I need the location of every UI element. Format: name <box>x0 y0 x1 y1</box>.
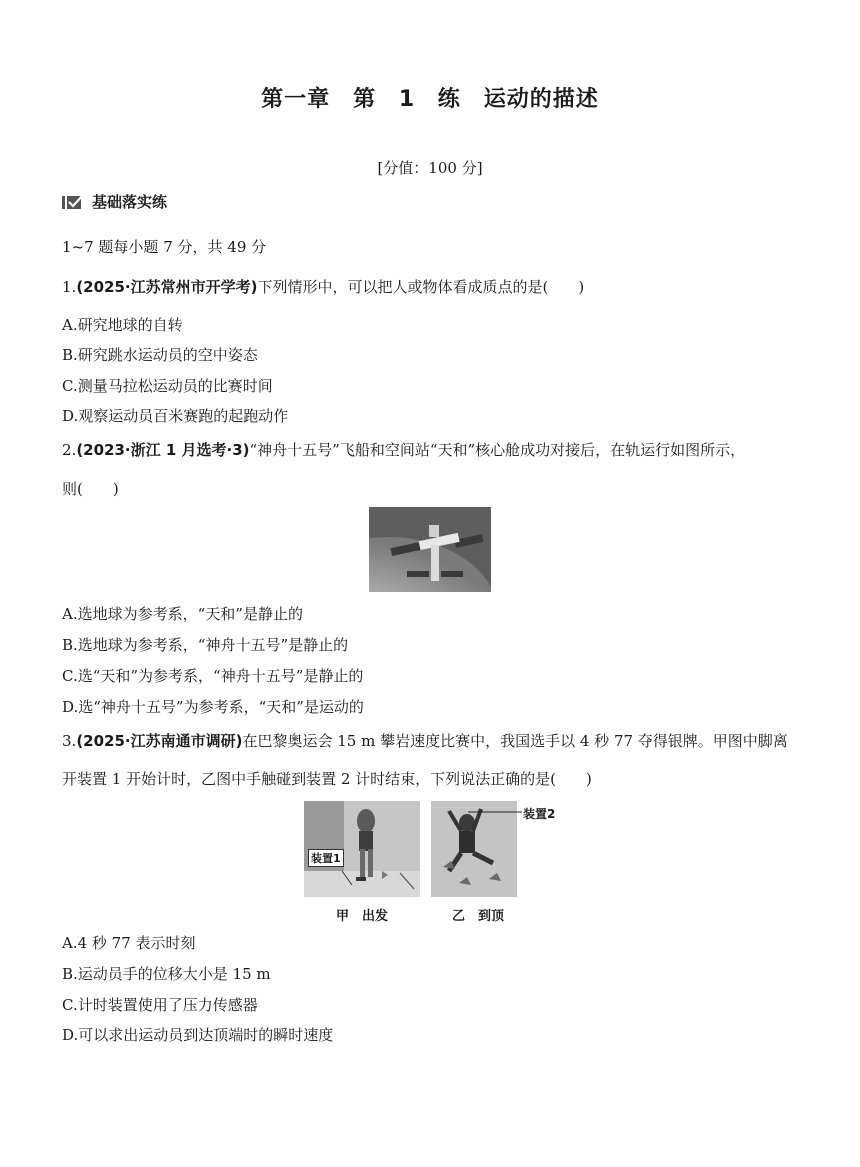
q1-text: 下列情形中，可以把人或物体看成质点的是( ) <box>257 278 585 296</box>
q1-stem <box>62 276 584 297</box>
q1-option-c: C.测量马拉松运动员的比赛时间 <box>62 377 273 395</box>
q2-option-a: A.选地球为参考系，“天和”是静止的 <box>62 605 303 623</box>
score-value: [分值：100 分] <box>377 159 483 177</box>
device2-pointer <box>466 806 522 818</box>
section-header <box>62 191 167 212</box>
q1-source: (2025·江苏常州市开学考) <box>76 278 258 296</box>
q3-option-a: A.4 秒 77 表示时刻 <box>62 934 196 952</box>
q1-number: 1. <box>62 278 77 296</box>
q1-option-d: D.观察运动员百米赛跑的起跑动作 <box>62 407 289 425</box>
q3-text: 在巴黎奥运会 15 m 攀岩速度比赛中，我国选手以 4 秒 77 夺得银牌。甲图中脚离 <box>242 732 788 750</box>
instructions: 1~7 题每小题 7 分，共 49 分 <box>62 238 267 256</box>
q2-stem-line1 <box>62 439 745 460</box>
q3-number: 3. <box>62 732 77 750</box>
q1-option-a: A.研究地球的自转 <box>62 316 183 334</box>
caption-top: 乙 到顶 <box>452 909 505 924</box>
q3-option-d: D.可以求出运动员到达顶端时的瞬时速度 <box>62 1026 334 1044</box>
q2-source: (2023·浙江 1 月选考·3) <box>76 441 250 459</box>
q3-stem-line2: 开装置 1 开始计时，乙图中手触碰到装置 2 计时结束，下列说法正确的是( ) <box>62 770 592 788</box>
q2-stem-line2: 则( ) <box>62 480 119 498</box>
q3-option-c: C.计时装置使用了压力传感器 <box>62 996 258 1014</box>
q3-option-b: B.运动员手的位移大小是 15 m <box>62 965 271 983</box>
q2-option-d: D.选“神舟十五号”为参考系，“天和”是运动的 <box>62 698 364 716</box>
q1-option-b: B.研究跳水运动员的空中姿态 <box>62 346 258 364</box>
section-title: 基础落实练 <box>92 193 168 211</box>
q3-source: (2025·江苏南通市调研) <box>76 732 243 750</box>
q2-number: 2. <box>62 441 77 459</box>
page-title: 第一章 第 1 练 运动的描述 <box>261 87 599 112</box>
device2-label: 装置2 <box>523 807 556 821</box>
q2-option-b: B.选地球为参考系，“神舟十五号”是静止的 <box>62 636 349 654</box>
q2-text: “神舟十五号”飞船和空间站“天和”核心舱成功对接后，在轨运行如图所示， <box>249 441 746 459</box>
space-station-photo <box>369 507 491 592</box>
q2-option-c: C.选“天和”为参考系，“神舟十五号”是静止的 <box>62 667 364 685</box>
climber-start-photo <box>304 801 420 897</box>
q3-stem-line1 <box>62 730 788 751</box>
checkmark-icon <box>62 194 84 210</box>
caption-start: 甲 出发 <box>336 909 389 924</box>
device1-label: 装置1 <box>308 849 344 867</box>
